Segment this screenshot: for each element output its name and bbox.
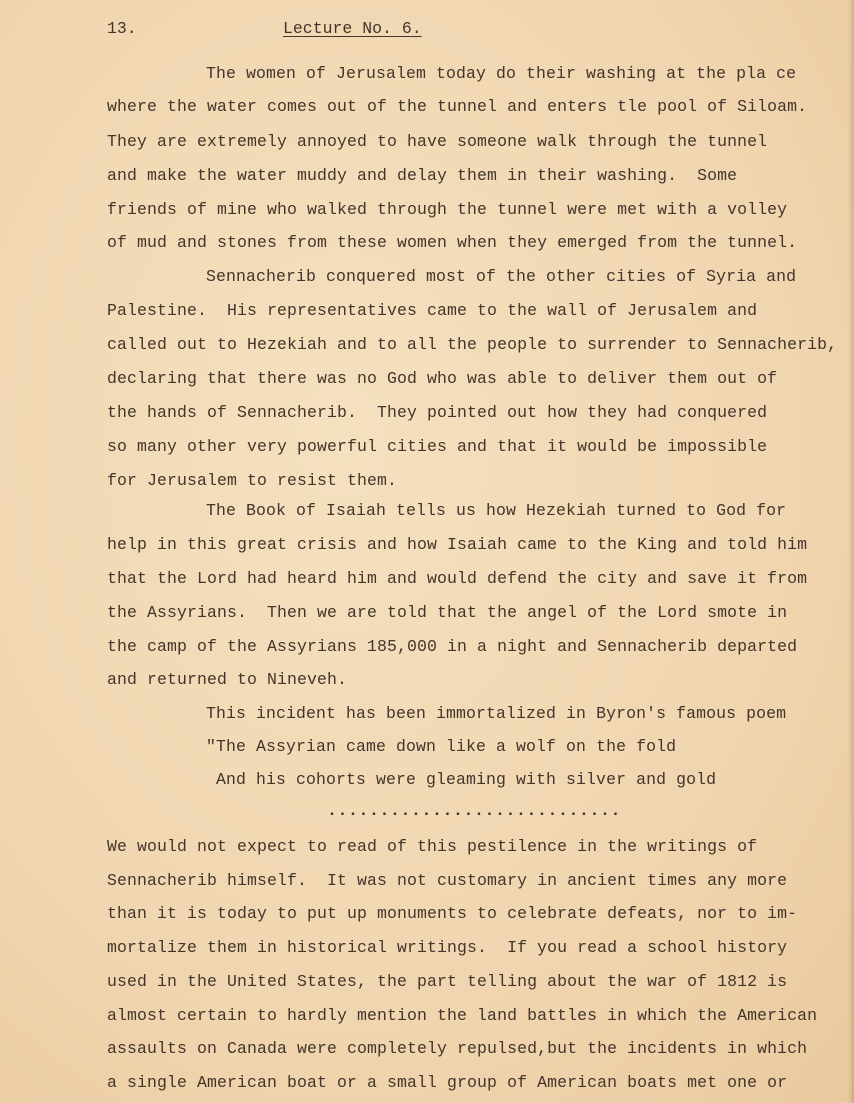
text-line: almost certain to hardly mention the land battles in which the American: [107, 1006, 818, 1025]
text-line: friends of mine who walked through the tunnel were met with a volley: [107, 200, 788, 219]
text-line: that the Lord had heard him and would defend the city and save it from: [107, 569, 808, 588]
text-line: so many other very powerful cities and that it would be impossible: [107, 437, 768, 456]
text-line: than it is today to put up monuments to celebrate defeats, nor to im-: [107, 904, 798, 923]
text-line: called out to Hezekiah and to all the people to surrender to Sennacherib,: [107, 335, 838, 354]
poem-line: "The Assyrian came down like a wolf on the fold: [206, 737, 677, 756]
text-line: They are extremely annoyed to have someone walk through the tunnel: [107, 132, 768, 151]
text-line: the camp of the Assyrians 185,000 in a night and Sennacherib departed: [107, 637, 798, 656]
page-title: Lecture No. 6.: [283, 19, 422, 38]
poem-line: And his cohorts were gleaming with silver and gold: [216, 770, 717, 789]
text-line: We would not expect to read of this pestilence in the writings of: [107, 837, 758, 856]
text-line: used in the United States, the part telling about the war of 1812 is: [107, 972, 788, 991]
text-line: Sennacherib conquered most of the other cities of Syria and: [206, 267, 797, 286]
text-line: Palestine. His representatives came to the wall of Jerusalem and: [107, 301, 758, 320]
text-line: The Book of Isaiah tells us how Hezekiah turned to God for: [206, 501, 787, 520]
text-line: help in this great crisis and how Isaiah came to the King and told him: [107, 535, 808, 554]
text-line: mortalize them in historical writings. If you read a school history: [107, 938, 788, 957]
ellipsis-divider: ............................: [327, 801, 622, 820]
text-line: where the water comes out of the tunnel and enters tle pool of Siloam.: [107, 97, 808, 116]
text-line: assaults on Canada were completely repulsed,but the incidents in which: [107, 1039, 808, 1058]
text-line: the Assyrians. Then we are told that the angel of the Lord smote in: [107, 603, 788, 622]
text-line: declaring that there was no God who was able to deliver them out of: [107, 369, 778, 388]
text-line: for Jerusalem to resist them.: [107, 471, 398, 490]
text-line: and make the water muddy and delay them in their washing. Some: [107, 166, 738, 185]
text-line: and returned to Nineveh.: [107, 670, 348, 689]
text-line: This incident has been immortalized in Byron's famous poem: [206, 704, 787, 723]
paper-edge-shadow: [848, 0, 854, 1103]
text-line: a single American boat or a small group of American boats met one or: [107, 1073, 788, 1092]
page-number: 13.: [107, 19, 137, 38]
text-line: the hands of Sennacherib. They pointed out how they had conquered: [107, 403, 768, 422]
text-line: The women of Jerusalem today do their washing at the pla ce: [206, 64, 797, 83]
text-line: of mud and stones from these women when they emerged from the tunnel.: [107, 233, 798, 252]
text-line: Sennacherib himself. It was not customary in ancient times any more: [107, 871, 788, 890]
